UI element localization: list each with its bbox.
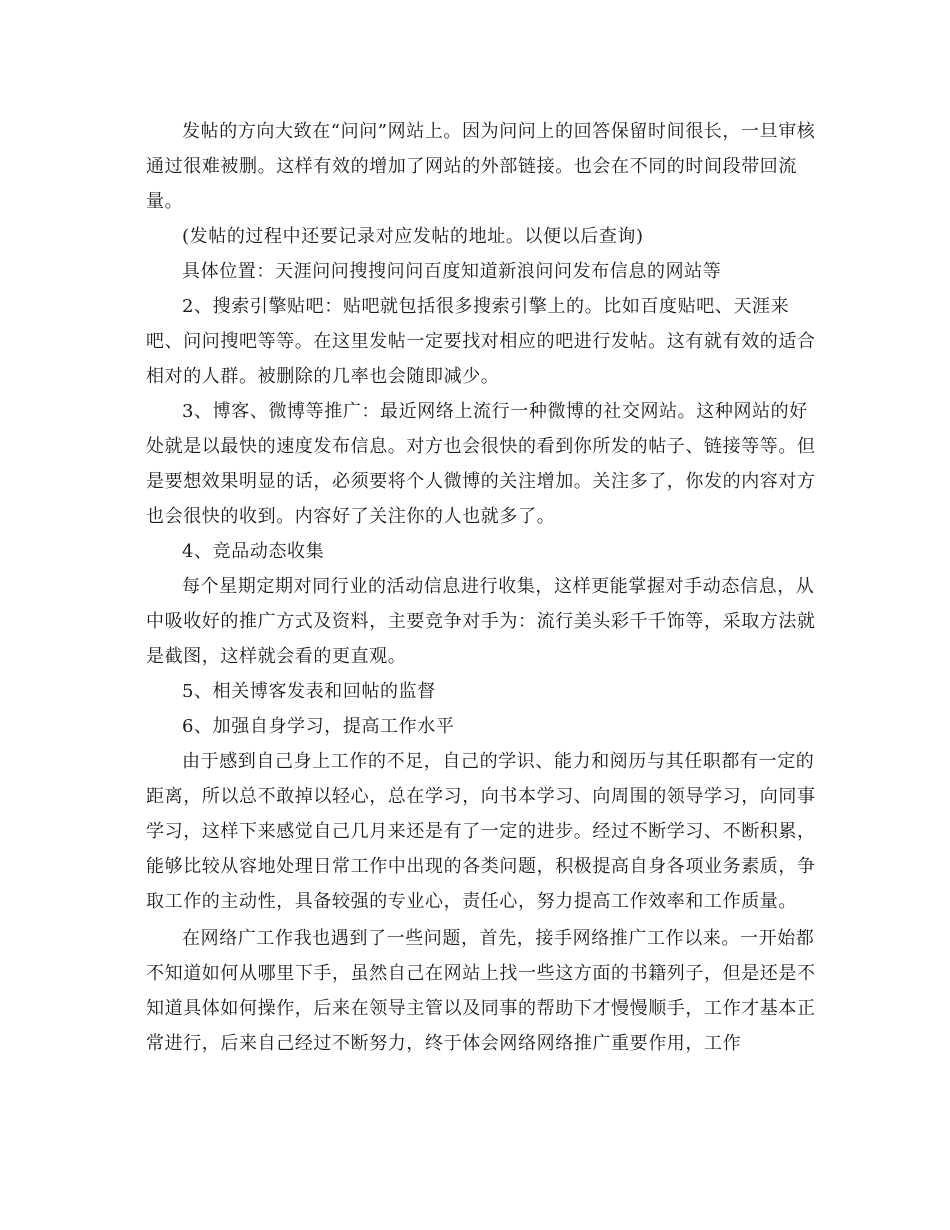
paragraph-specific-location: 具体位置：天涯问问搜搜问问百度知道新浪问问发布信息的网站等 xyxy=(182,261,722,282)
paragraph-self-study: 由于感到自己身上工作的不足，自己的学识、能力和阅历与其任职都有一定的距离，所以总不敢掉以轻心，总在学习，向书本学习、向周围的领导学习，向同事学习，这样下来感觉自己几月来还是有了一定的进步。经过不断学习、不断积累，能够比较从容地处理日常工作中出现的各类问题，积极提高自身各项业务素质，争取工作的主动性，具备较强的专业心，责任心，努力提高工作效率和工作质量。 xyxy=(146,751,816,912)
paragraph-self-study-heading: 6、加强自身学习，提高工作水平 xyxy=(182,716,455,737)
paragraph-problems: 在网络广工作我也遇到了一些问题，首先，接手网络推广工作以来。一开始都不知道如何从哪里下手，虽然自己在网站上找一些这方面的书籍列子，但是还是不知道具体如何操作，后来在领导主管以及同事的帮助下才慢慢顺手，工作才基本正常进行，后来自己经过不断努力，终于体会网络网络推广重要作用，工作 xyxy=(146,928,816,1054)
paragraph-record-address: (发帖的过程中还要记录对应发帖的地址。以便以后查询) xyxy=(182,226,644,247)
paragraph-competitor-collection: 每个星期定期对同行业的活动信息进行收集，这样更能掌握对手动态信息，从中吸收好的推广方式及资料，主要竞争对手为：流行美头彩千千饰等，采取方法就是截图，这样就会看的更直观。 xyxy=(146,576,816,667)
paragraph-posting-direction: 发帖的方向大致在“问问”网站上。因为问问上的回答保留时间很长，一旦审核通过很难被删。这样有效的增加了网站的外部链接。也会在不同的时间段带回流量。 xyxy=(146,121,816,212)
paragraph-blog-weibo: 3、博客、微博等推广：最近网络上流行一种微博的社交网站。这种网站的好处就是以最快的速度发布信息。对方也会很快的看到你所发的帖子、链接等等。但是要想效果明显的话，必须要将个人微博的关注增加。关注多了，你发的内容对方也会很快的收到。内容好了关注你的人也就多了。 xyxy=(146,401,816,527)
paragraph-competitor-heading: 4、竞品动态收集 xyxy=(182,541,325,562)
paragraph-search-engine-tieba: 2、搜索引擎贴吧：贴吧就包括很多搜索引擎上的。比如百度贴吧、天涯来吧、问问搜吧等等。在这里发帖一定要找对相应的吧进行发帖。这有就有效的适合相对的人群。被删除的几率也会随即减少。 xyxy=(146,296,816,387)
document-body xyxy=(146,114,826,1061)
paragraph-blog-supervision: 5、相关博客发表和回帖的监督 xyxy=(182,681,436,702)
